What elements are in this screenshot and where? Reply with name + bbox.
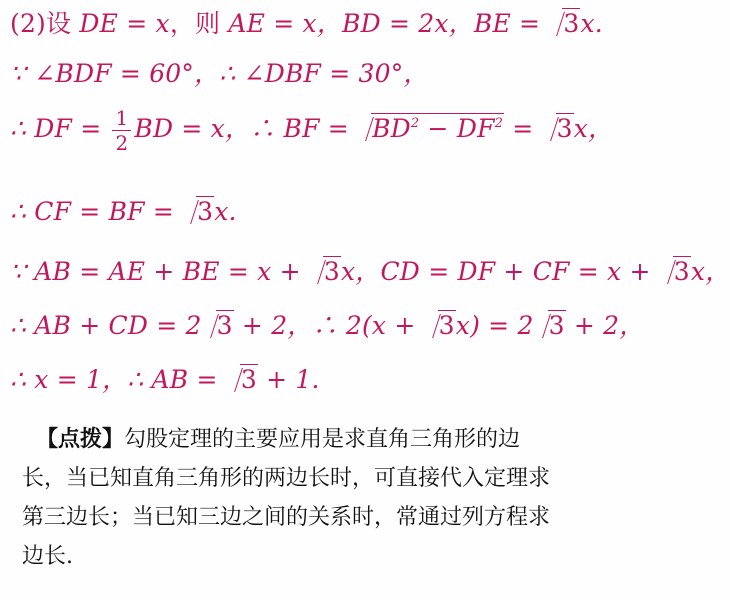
tip-heading: 【点拨】 [36,426,125,452]
line3-c: = [504,114,542,143]
line5-c: x， [690,257,730,286]
line1-prefix: (2)设 [10,9,80,38]
solution-line-1 [10,4,603,40]
line7-b: + 1. [257,365,320,394]
solution-line-5 [10,252,730,288]
line6-a: ∴ AB + CD = 2 [10,311,202,340]
solution-line-3 [10,108,613,153]
solution-line-6 [10,306,644,342]
sqrt-symbol: 3 [550,8,580,38]
solution-line-2 [10,54,429,90]
line6-b: + 2，∴ 2(x + [233,311,424,340]
tip-paragraph [22,420,582,576]
line1-expr2: AE = x，BD = 2x，BE = [228,9,549,38]
line5-b: x，CD = DF + CF = x + [340,257,659,286]
tip-line-4: 边长. [22,544,73,569]
line4-b: x. [214,197,237,226]
sqrt-symbol: 3 [661,256,691,286]
tip-line-3: 第三边长；当已知三边之间的关系时，常通过列方程求 [22,505,551,530]
line3-d: x， [573,114,614,143]
line3-b: BD = x，∴ BF = [134,114,358,143]
line1-tail: x. [580,9,603,38]
tip-line-1: 【点拨】勾股定理的主要应用是求直角三角形的边 [36,426,521,452]
solution-line-7 [10,360,320,396]
line4-a: ∴ CF = BF = [10,197,183,226]
line6-c: x) = 2 [455,311,534,340]
sqrt-symbol: 3 [426,310,456,340]
line5-a: ∵ AB = AE + BE = x + [10,257,309,286]
line2-text: ∵ ∠BDF = 60°，∴ ∠DBF = 30°， [10,59,429,88]
sqrt-symbol: 3 [228,364,258,394]
fraction-one-half: $\frac{1}{2}$ [112,108,131,153]
sqrt-symbol: 3 [544,113,574,143]
line6-d: + 2， [565,311,645,340]
line1-word: ，则 [169,9,229,38]
solution-line-4 [10,196,237,226]
line7-a: ∴ x = 1，∴ AB = [10,365,226,394]
line3-a: ∴ DF = [10,114,110,143]
sqrt-symbol: 3 [184,196,214,226]
sqrt-symbol: $BD^2 - DF^2$ [359,113,504,143]
sqrt-symbol: 3 [204,310,234,340]
line1-expr1: DE = x [79,9,170,38]
sqrt-symbol: 3 [536,310,566,340]
tip-line-2: 长，当已知直角三角形的两边长时，可直接代入定理求 [22,466,551,491]
sqrt-symbol: 3 [311,256,341,286]
